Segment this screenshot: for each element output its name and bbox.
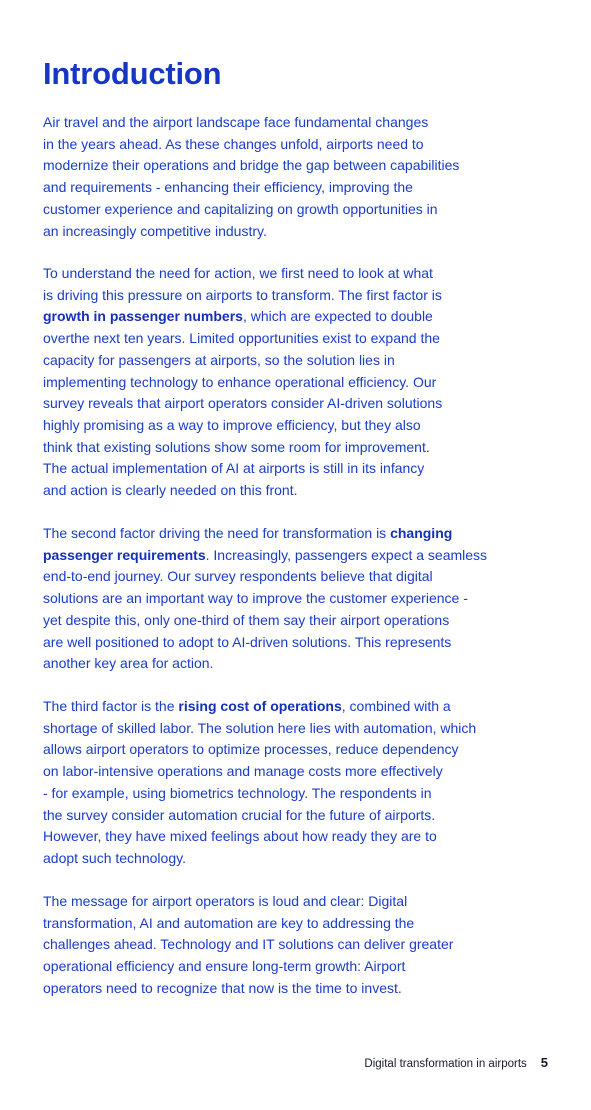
page-number: 5 — [540, 1055, 548, 1070]
text-line: The actual implementation of AI at airports is still in its infancy — [43, 460, 425, 477]
text-line: challenges ahead. Technology and IT solutions can deliver greater — [43, 936, 454, 953]
text-line: capacity for passengers at airports, so the solution lies in — [43, 351, 395, 368]
paragraph-4 — [43, 696, 543, 870]
paragraph-1 — [43, 112, 543, 242]
highlight-changing: changing — [390, 525, 453, 541]
text-line: transformation, AI and automation are key to addressing the — [43, 914, 415, 931]
text-line: adopt such technology. — [43, 849, 186, 866]
text-line: However, they have mixed feelings about how ready they are to — [43, 828, 437, 845]
paragraph-2 — [43, 263, 543, 502]
text-line: yet despite this, only one-third of them say their airport operations — [43, 611, 450, 628]
text-line: shortage of skilled labor. The solution here lies with automation, which — [43, 719, 477, 736]
text-line: on labor-intensive operations and manage costs more effectively — [43, 763, 443, 780]
highlight-growth: growth in passenger numbers — [43, 308, 243, 325]
text-line: are well positioned to adopt to AI-driven solutions. This represents — [43, 633, 452, 650]
paragraph-5 — [43, 891, 543, 1000]
text-line: customer experience and capitalizing on growth opportunities in — [43, 200, 438, 217]
text-line: end-to-end journey. Our survey respondents believe that digital — [43, 568, 433, 585]
text-fragment: The third factor is the — [43, 698, 179, 714]
text-line — [43, 523, 543, 545]
paragraph-3 — [43, 523, 543, 675]
text-line: highly promising as a way to improve efficiency, but they also — [43, 416, 421, 433]
text-line — [43, 696, 543, 718]
text-fragment: , combined with a — [341, 698, 451, 714]
text-line: solutions are an important way to improve the customer experience - — [43, 590, 468, 607]
text-fragment: The second factor driving the need for transformation is — [43, 525, 391, 541]
footer-doc-title: Digital transformation in airports — [364, 1058, 527, 1070]
text-line: the survey consider automation crucial for the future of airports. — [43, 806, 436, 823]
text-line: overthe next ten years. Limited opportunities exist to expand the — [43, 330, 440, 347]
text-line: To understand the need for action, we first need to look at what — [43, 265, 433, 281]
text-line: allows airport operators to optimize processes, reduce dependency — [43, 741, 459, 758]
text-line: survey reveals that airport operators consider AI-driven solutions — [43, 395, 443, 412]
text-line: Air travel and the airport landscape face fundamental changes — [43, 114, 429, 130]
text-line: implementing technology to enhance operational efficiency. Our — [43, 373, 437, 390]
text-line: modernize their operations and bridge the gap between capabilities — [43, 157, 460, 174]
text-line: and action is clearly needed on this front. — [43, 482, 298, 499]
text-line: operators need to recognize that now is the time to invest. — [43, 979, 402, 996]
text-line: is driving this pressure on airports to transform. The first factor is — [43, 286, 442, 303]
page-title: Introduction — [43, 56, 222, 91]
text-line: think that existing solutions show some room for improvement. — [43, 438, 430, 455]
text-line: The message for airport operators is loud and clear: Digital — [43, 893, 408, 909]
text-line — [43, 306, 543, 328]
text-fragment: , which are expected to double — [242, 308, 433, 325]
text-line: in the years ahead. As these changes unfold, airports need to — [43, 135, 424, 152]
text-line: and requirements - enhancing their efficiency, improving the — [43, 179, 413, 196]
text-fragment: . Increasingly, passengers expect a seamless — [205, 546, 488, 563]
highlight-passenger-requirements: passenger requirements — [43, 546, 206, 563]
text-line — [43, 545, 543, 567]
highlight-cost: rising cost of operations — [178, 698, 342, 714]
text-line: an increasingly competitive industry. — [43, 222, 267, 239]
page-footer — [364, 1055, 548, 1070]
text-line: another key area for action. — [43, 655, 214, 672]
text-line: operational efficiency and ensure long-term growth: Airport — [43, 958, 406, 975]
text-line: - for example, using biometrics technology. The respondents in — [43, 784, 432, 801]
